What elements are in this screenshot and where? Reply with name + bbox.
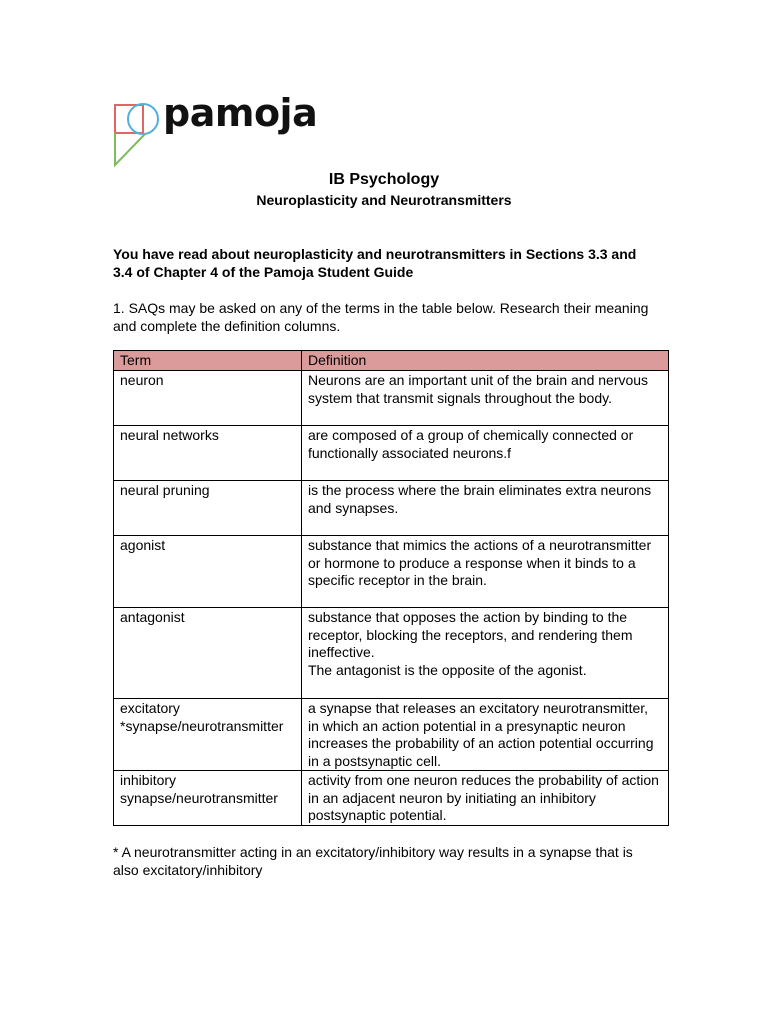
footnote: * A neurotransmitter acting in an excitatory/inhibitory way results in a synapse that is also excitatory/inhibitory — [113, 844, 633, 878]
definition-cell — [301, 481, 668, 536]
intro-text: You have read about neuroplasticity and neurotransmitters in Sections 3.3 and 3.4 of Chapter 4 of the Pamoja Student Guide — [113, 246, 637, 280]
table-row — [114, 771, 669, 826]
term-cell: agonist — [114, 536, 302, 608]
definition-text: substance that opposes the action by binding to the receptor, blocking the receptors, and rendering them ineffective. — [307, 609, 633, 660]
page-title: IB Psychology — [328, 171, 440, 188]
table-row — [114, 426, 669, 481]
column-header-term: Term — [114, 351, 302, 371]
pamoja-logo-mark-icon — [112, 98, 164, 170]
definition-cell — [301, 699, 668, 771]
table-row — [114, 536, 669, 608]
term-cell: neuron — [114, 371, 302, 426]
definition-text: activity from one neuron reduces the probability of action in an adjacent neuron by initiating an inhibitory postsynaptic potential. — [307, 772, 659, 823]
definition-text: The antagonist is the opposite of the agonist. — [307, 661, 587, 678]
column-header-definition: Definition — [301, 351, 668, 371]
definition-cell — [301, 426, 668, 481]
definition-text: are composed of a group of chemically connected or functionally associated neurons.f — [307, 427, 634, 461]
table-row — [114, 699, 669, 771]
terms-table — [113, 350, 669, 826]
instruction-text: 1. SAQs may be asked on any of the terms in the table below. Research their meaning and complete the definition columns. — [113, 300, 649, 334]
definition-text: a synapse that releases an excitatory neurotransmitter, in which an action potential in a presynaptic neuron increases the probability of an action potential occurring in a postsynaptic cell. — [307, 700, 654, 769]
table-row — [114, 481, 669, 536]
term-cell: neural networks — [114, 426, 302, 481]
definition-text: substance that mimics the actions of a neurotransmitter or hormone to produce a response when it binds to a specific receptor in the brain. — [307, 537, 652, 588]
definition-text: is the process where the brain eliminates extra neurons and synapses. — [307, 482, 652, 516]
term-cell: antagonist — [114, 608, 302, 699]
table-header-row — [114, 351, 669, 371]
definition-text: Neurons are an important unit of the brain and nervous system that transmit signals throughout the body. — [307, 372, 649, 406]
definition-cell — [301, 771, 668, 826]
table-row — [114, 608, 669, 699]
pamoja-wordmark: pamoja — [163, 91, 318, 135]
term-cell: inhibitory synapse/neurotransmitter — [114, 771, 302, 826]
page-subtitle: Neuroplasticity and Neurotransmitters — [256, 192, 512, 208]
definition-cell — [301, 608, 668, 699]
term-cell: excitatory *synapse/neurotransmitter — [114, 699, 302, 771]
term-cell: neural pruning — [114, 481, 302, 536]
definition-cell — [301, 371, 668, 426]
definition-cell — [301, 536, 668, 608]
table-row — [114, 371, 669, 426]
pamoja-logo — [112, 91, 332, 170]
